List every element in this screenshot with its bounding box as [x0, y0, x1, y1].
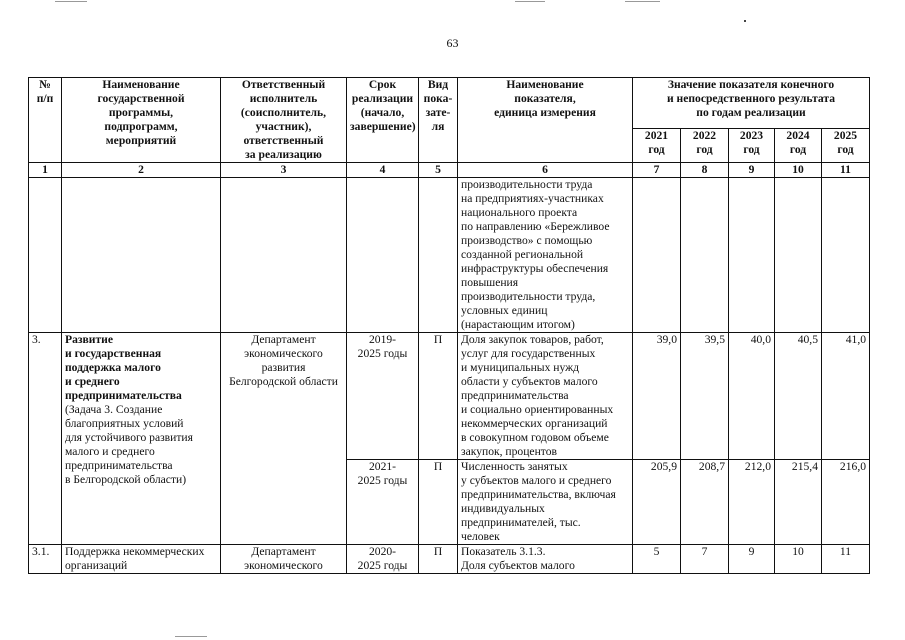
period: 2021- 2025 годы — [347, 460, 419, 545]
indicator-type: П — [419, 333, 458, 460]
header-year: 2021 год — [633, 128, 681, 162]
empty-cell — [419, 178, 458, 333]
column-number: 1 — [29, 163, 62, 178]
value-2023: 40,0 — [729, 333, 775, 460]
column-number: 6 — [458, 163, 633, 178]
scan-speck — [744, 20, 746, 22]
header-indicator-name: Наименование показателя, единица измерения — [458, 78, 633, 163]
empty-cell — [29, 178, 62, 333]
header-executor: Ответственный исполнитель (соисполнитель, участник), ответственный за реализацию — [221, 78, 347, 163]
row-number: 3.1. — [29, 545, 62, 574]
value-2024: 215,4 — [775, 460, 822, 545]
column-number: 2 — [62, 163, 221, 178]
value-2021: 5 — [633, 545, 681, 574]
scan-artifact-top-left — [55, 1, 87, 2]
value-2025: 216,0 — [822, 460, 870, 545]
column-number: 9 — [729, 163, 775, 178]
empty-cell — [347, 178, 419, 333]
empty-cell — [822, 178, 870, 333]
column-number: 8 — [681, 163, 729, 178]
scan-artifact-top-right — [625, 1, 660, 2]
empty-cell — [681, 178, 729, 333]
value-2022: 39,5 — [681, 333, 729, 460]
table-row-3-1 — [29, 545, 870, 574]
value-2025: 11 — [822, 545, 870, 574]
column-number: 4 — [347, 163, 419, 178]
value-2024: 40,5 — [775, 333, 822, 460]
row-number: 3. — [29, 333, 62, 545]
header-indicator-type: Вид пока- зате- ля — [419, 78, 458, 163]
program-table — [28, 77, 870, 574]
header-num: № п/п — [29, 78, 62, 163]
header-year: 2022 год — [681, 128, 729, 162]
column-number: 7 — [633, 163, 681, 178]
indicator-type: П — [419, 545, 458, 574]
column-number: 10 — [775, 163, 822, 178]
column-number: 3 — [221, 163, 347, 178]
column-number: 5 — [419, 163, 458, 178]
header-program-name: Наименование государственной программы, подпрограмм, мероприятий — [62, 78, 221, 163]
empty-cell — [633, 178, 681, 333]
header-year: 2025 год — [822, 128, 870, 162]
program-name: Поддержка некоммерческих организаций — [62, 545, 221, 574]
empty-cell — [221, 178, 347, 333]
indicator-type: П — [419, 460, 458, 545]
indicator-name: Доля закупок товаров, работ, услуг для государственных и муниципальных нужд области у субъектов малого предпринимательства и социально ориентированных некоммерческих организаций в совокупном годовом объеме закупок, процентов — [458, 333, 633, 460]
value-2023: 9 — [729, 545, 775, 574]
period: 2019- 2025 годы — [347, 333, 419, 460]
table-row-3-indicator-1 — [29, 333, 870, 460]
value-2022: 208,7 — [681, 460, 729, 545]
column-number: 11 — [822, 163, 870, 178]
header-period: Срок реализации (начало, завершение) — [347, 78, 419, 163]
header-year: 2024 год — [775, 128, 822, 162]
header-year: 2023 год — [729, 128, 775, 162]
indicator-name: Численность занятых у субъектов малого и среднего предпринимательства, включая индивидуальных предпринимателей, тыс. человек — [458, 460, 633, 545]
program-name-task: (Задача 3. Создание благоприятных условий для устойчивого развития малого и среднего предпринимательства в Белгородской области) — [65, 403, 193, 486]
program-name-title: Развитие и государственная поддержка малого и среднего предпринимательства — [65, 333, 182, 402]
executor: Департамент экономического — [221, 545, 347, 574]
value-2024: 10 — [775, 545, 822, 574]
indicator-name: Показатель 3.1.3. Доля субъектов малого — [458, 545, 633, 574]
value-2023: 212,0 — [729, 460, 775, 545]
value-2021: 39,0 — [633, 333, 681, 460]
value-2021: 205,9 — [633, 460, 681, 545]
scan-artifact-bottom — [175, 636, 207, 637]
empty-cell — [729, 178, 775, 333]
empty-cell — [62, 178, 221, 333]
value-2022: 7 — [681, 545, 729, 574]
empty-cell — [775, 178, 822, 333]
value-2025: 41,0 — [822, 333, 870, 460]
executor: Департамент экономического развития Белгородской области — [221, 333, 347, 545]
header-row — [29, 78, 870, 129]
column-number-row — [29, 163, 870, 178]
scan-artifact-top-mid — [515, 1, 545, 2]
indicator-name-continued: производительности труда на предприятиях-участниках национального проекта по направлению «Бережливое производство» с помощью созданной региональной инфраструктуры обеспечения повышения производительности труда, условных единиц (нарастающим итогом) — [458, 178, 633, 333]
program-name-cell — [62, 333, 221, 545]
page-number: 63 — [446, 36, 459, 50]
table-row-continuation — [29, 178, 870, 333]
period: 2020- 2025 годы — [347, 545, 419, 574]
header-values-group: Значение показателя конечного и непосредственного результата по годам реализации — [633, 78, 870, 129]
